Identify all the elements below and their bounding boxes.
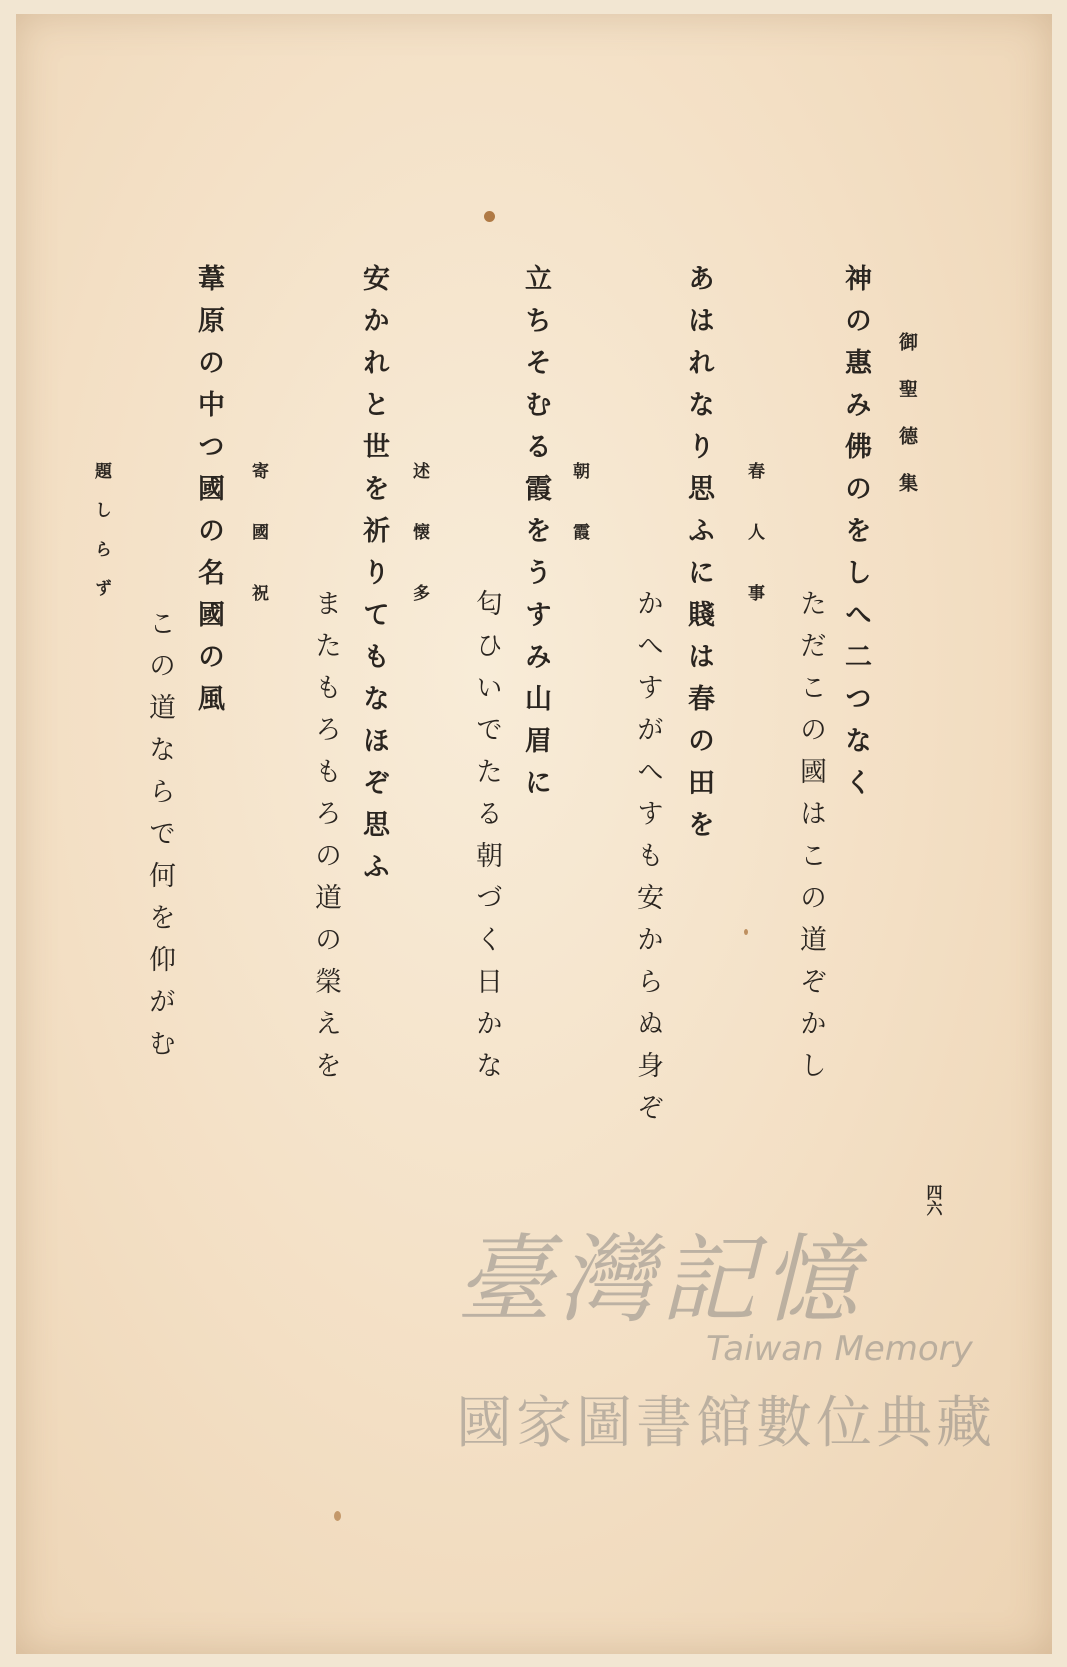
poem-1-line-2: ただこの國はこの道ぞかし bbox=[795, 589, 826, 1093]
paper-spot bbox=[484, 211, 495, 222]
watermark-chinese: 國家圖書館數位典藏 bbox=[456, 1391, 996, 1456]
poem-1-line-1: 神の惠み佛のをしへ二つなく bbox=[840, 264, 871, 810]
poem-3-topic: 朝霞 bbox=[569, 462, 589, 584]
page-number: 四六 bbox=[924, 1184, 943, 1216]
poem-2-line-2: かへすがへすも安からぬ身ぞ bbox=[632, 589, 663, 1135]
watermark bbox=[456, 1204, 1016, 1544]
book-title: 御聖德集 bbox=[896, 332, 918, 520]
poem-5-line-2: この道ならで何を仰がむ bbox=[144, 609, 175, 1071]
poem-2-line-1: あはれなり思ふに賤は春の田を bbox=[683, 264, 714, 852]
poem-4-line-2: またもろもろの道の榮えを bbox=[310, 589, 341, 1093]
poem-6-topic: 題しらず bbox=[91, 462, 111, 618]
poem-3-line-1: 立ちそむる霞をうすみ山眉に bbox=[520, 264, 551, 810]
poem-5-topic: 寄國祝 bbox=[248, 462, 268, 645]
poem-3-line-2: 匂ひいでたる朝づく日かな bbox=[471, 589, 502, 1093]
book-page bbox=[16, 14, 1052, 1654]
poem-4-line-1: 安かれと世を祈りてもなほぞ思ふ bbox=[358, 264, 389, 894]
watermark-calligraphy: 臺灣記憶 bbox=[456, 1224, 864, 1336]
watermark-english: Taiwan Memory bbox=[706, 1329, 973, 1369]
poem-4-topic: 述懐多 bbox=[409, 462, 429, 645]
poem-2-topic: 春人事 bbox=[744, 462, 764, 645]
poem-5-line-1: 葦原の中つ國の名國の風 bbox=[193, 264, 224, 726]
paper-spot bbox=[744, 929, 748, 935]
paper-spot bbox=[334, 1511, 341, 1521]
